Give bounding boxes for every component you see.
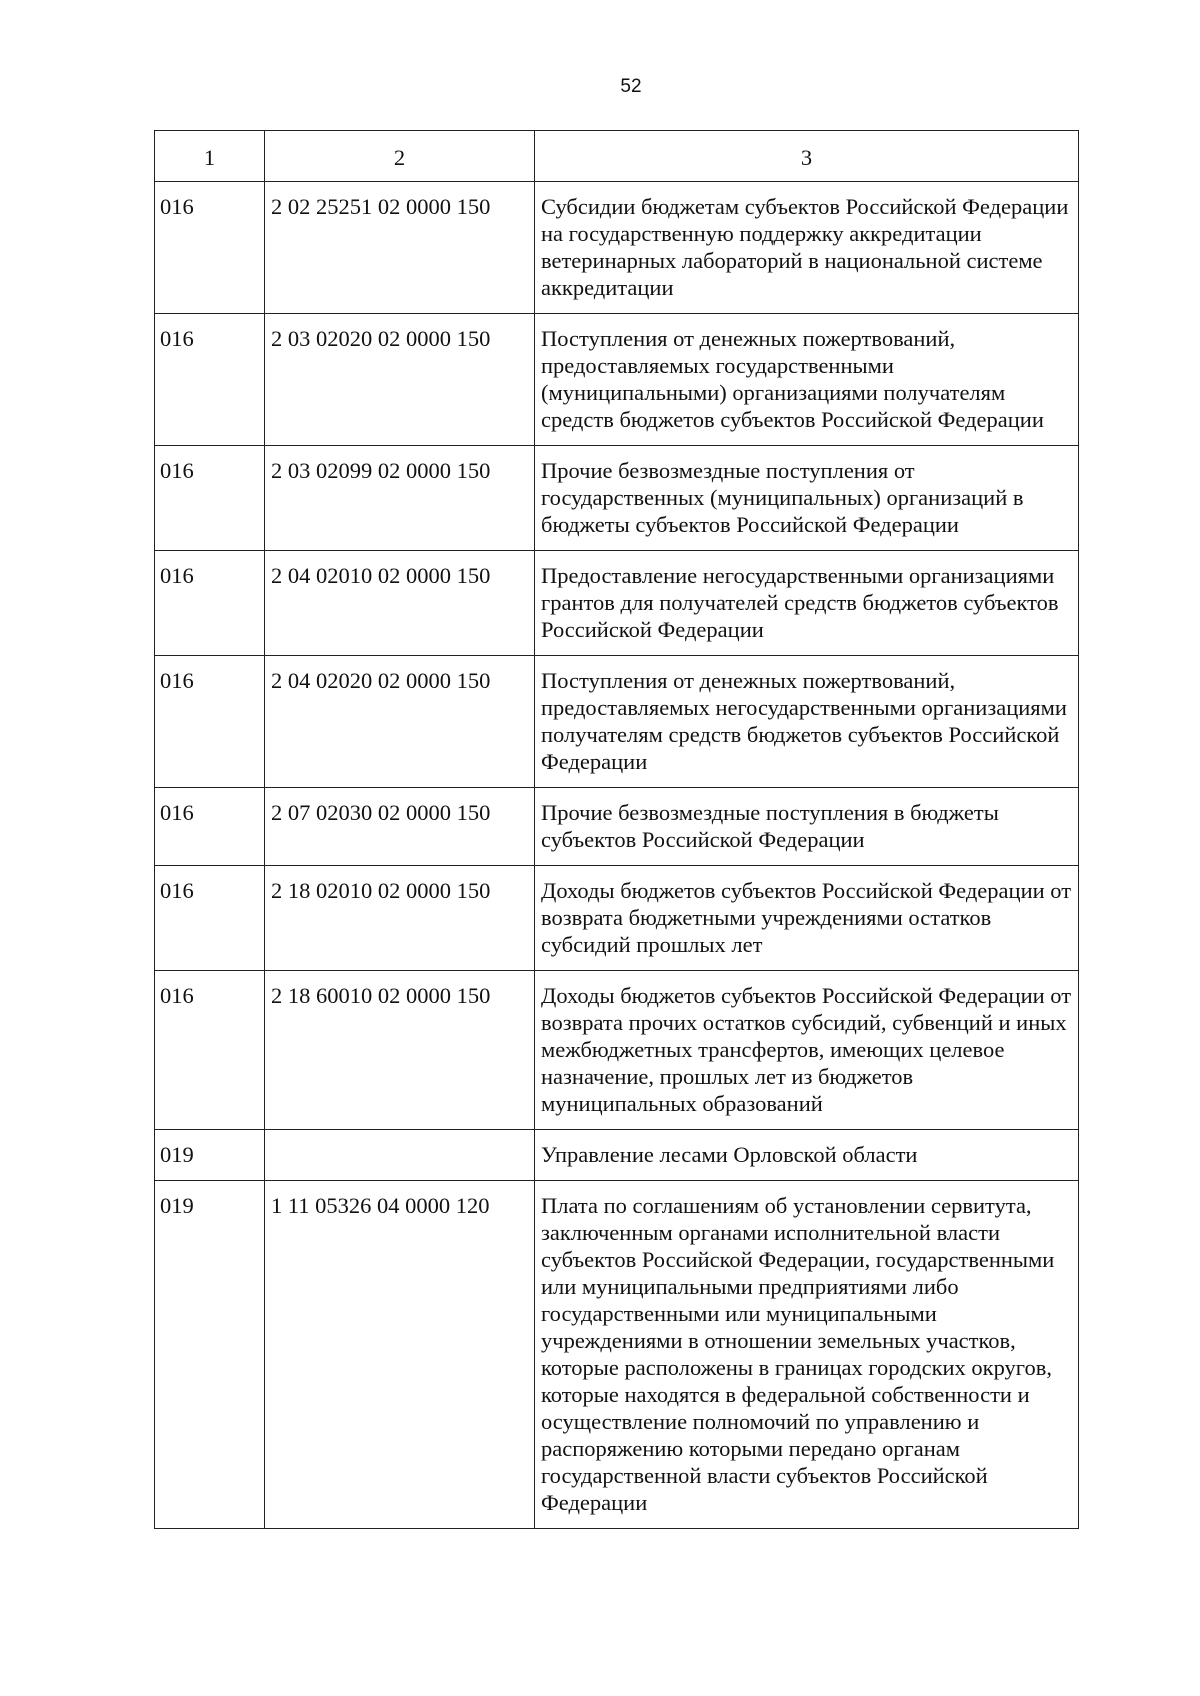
admin-code-cell: 016 (155, 788, 265, 866)
admin-code-cell: 016 (155, 446, 265, 551)
admin-code-cell: 016 (155, 551, 265, 656)
column-header-3: 3 (535, 131, 1079, 182)
table-header-row (155, 131, 1079, 182)
table-row (155, 1181, 1079, 1529)
table-row (155, 446, 1079, 551)
column-header-1: 1 (155, 131, 265, 182)
description-cell: Субсидии бюджетам субъектов Российской Федерации на государственную поддержку аккредитации ветеринарных лабораторий в национальной системе аккредитации (535, 182, 1079, 314)
table-row (155, 551, 1079, 656)
table-row (155, 1130, 1079, 1181)
admin-code-cell: 016 (155, 971, 265, 1130)
description-cell: Управление лесами Орловской области (535, 1130, 1079, 1181)
revenue-code-cell: 2 04 02020 02 0000 150 (265, 656, 535, 788)
table-row (155, 866, 1079, 971)
description-cell: Доходы бюджетов субъектов Российской Федерации от возврата бюджетными учреждениями остатков субсидий прошлых лет (535, 866, 1079, 971)
revenue-code-cell: 2 07 02030 02 0000 150 (265, 788, 535, 866)
table-row (155, 788, 1079, 866)
revenue-code-cell: 2 04 02010 02 0000 150 (265, 551, 535, 656)
revenue-code-cell: 2 18 02010 02 0000 150 (265, 866, 535, 971)
revenue-code-cell: 2 03 02099 02 0000 150 (265, 446, 535, 551)
description-cell: Поступления от денежных пожертвований, предоставляемых негосударственными организациями получателям средств бюджетов субъектов Российской Федерации (535, 656, 1079, 788)
admin-code-cell: 016 (155, 866, 265, 971)
revenue-code-cell: 2 03 02020 02 0000 150 (265, 314, 535, 446)
budget-codes-table (154, 130, 1079, 1529)
revenue-code-cell: 2 18 60010 02 0000 150 (265, 971, 535, 1130)
column-header-2: 2 (265, 131, 535, 182)
description-cell: Прочие безвозмездные поступления в бюджеты субъектов Российской Федерации (535, 788, 1079, 866)
revenue-code-cell: 1 11 05326 04 0000 120 (265, 1181, 535, 1529)
description-cell: Предоставление негосударственными организациями грантов для получателей средств бюджетов субъектов Российской Федерации (535, 551, 1079, 656)
description-cell: Прочие безвозмездные поступления от государственных (муниципальных) организаций в бюджеты субъектов Российской Федерации (535, 446, 1079, 551)
admin-code-cell: 019 (155, 1130, 265, 1181)
table-row (155, 971, 1079, 1130)
page-number: 52 (620, 76, 642, 97)
revenue-code-cell: 2 02 25251 02 0000 150 (265, 182, 535, 314)
table-row (155, 182, 1079, 314)
revenue-code-cell (265, 1130, 535, 1181)
description-cell: Плата по соглашениям об установлении сервитута, заключенным органами исполнительной власти субъектов Российской Федерации, государственными или муниципальными предприятиями либо государственными или муниципальными учреждениями в отношении земельных участков, которые расположены в границах городских округов, которые находятся в федеральной собственности и осуществление полномочий по управлению и распоряжению которыми передано органам государственной власти субъектов Российской Федерации (535, 1181, 1079, 1529)
description-cell: Доходы бюджетов субъектов Российской Федерации от возврата прочих остатков субсидий, субвенций и иных межбюджетных трансфертов, имеющих целевое назначение, прошлых лет из бюджетов муниципальных образований (535, 971, 1079, 1130)
admin-code-cell: 019 (155, 1181, 265, 1529)
table-row (155, 656, 1079, 788)
table-row (155, 314, 1079, 446)
admin-code-cell: 016 (155, 314, 265, 446)
admin-code-cell: 016 (155, 182, 265, 314)
description-cell: Поступления от денежных пожертвований, предоставляемых государственными (муниципальными) организациями получателям средств бюджетов субъектов Российской Федерации (535, 314, 1079, 446)
admin-code-cell: 016 (155, 656, 265, 788)
